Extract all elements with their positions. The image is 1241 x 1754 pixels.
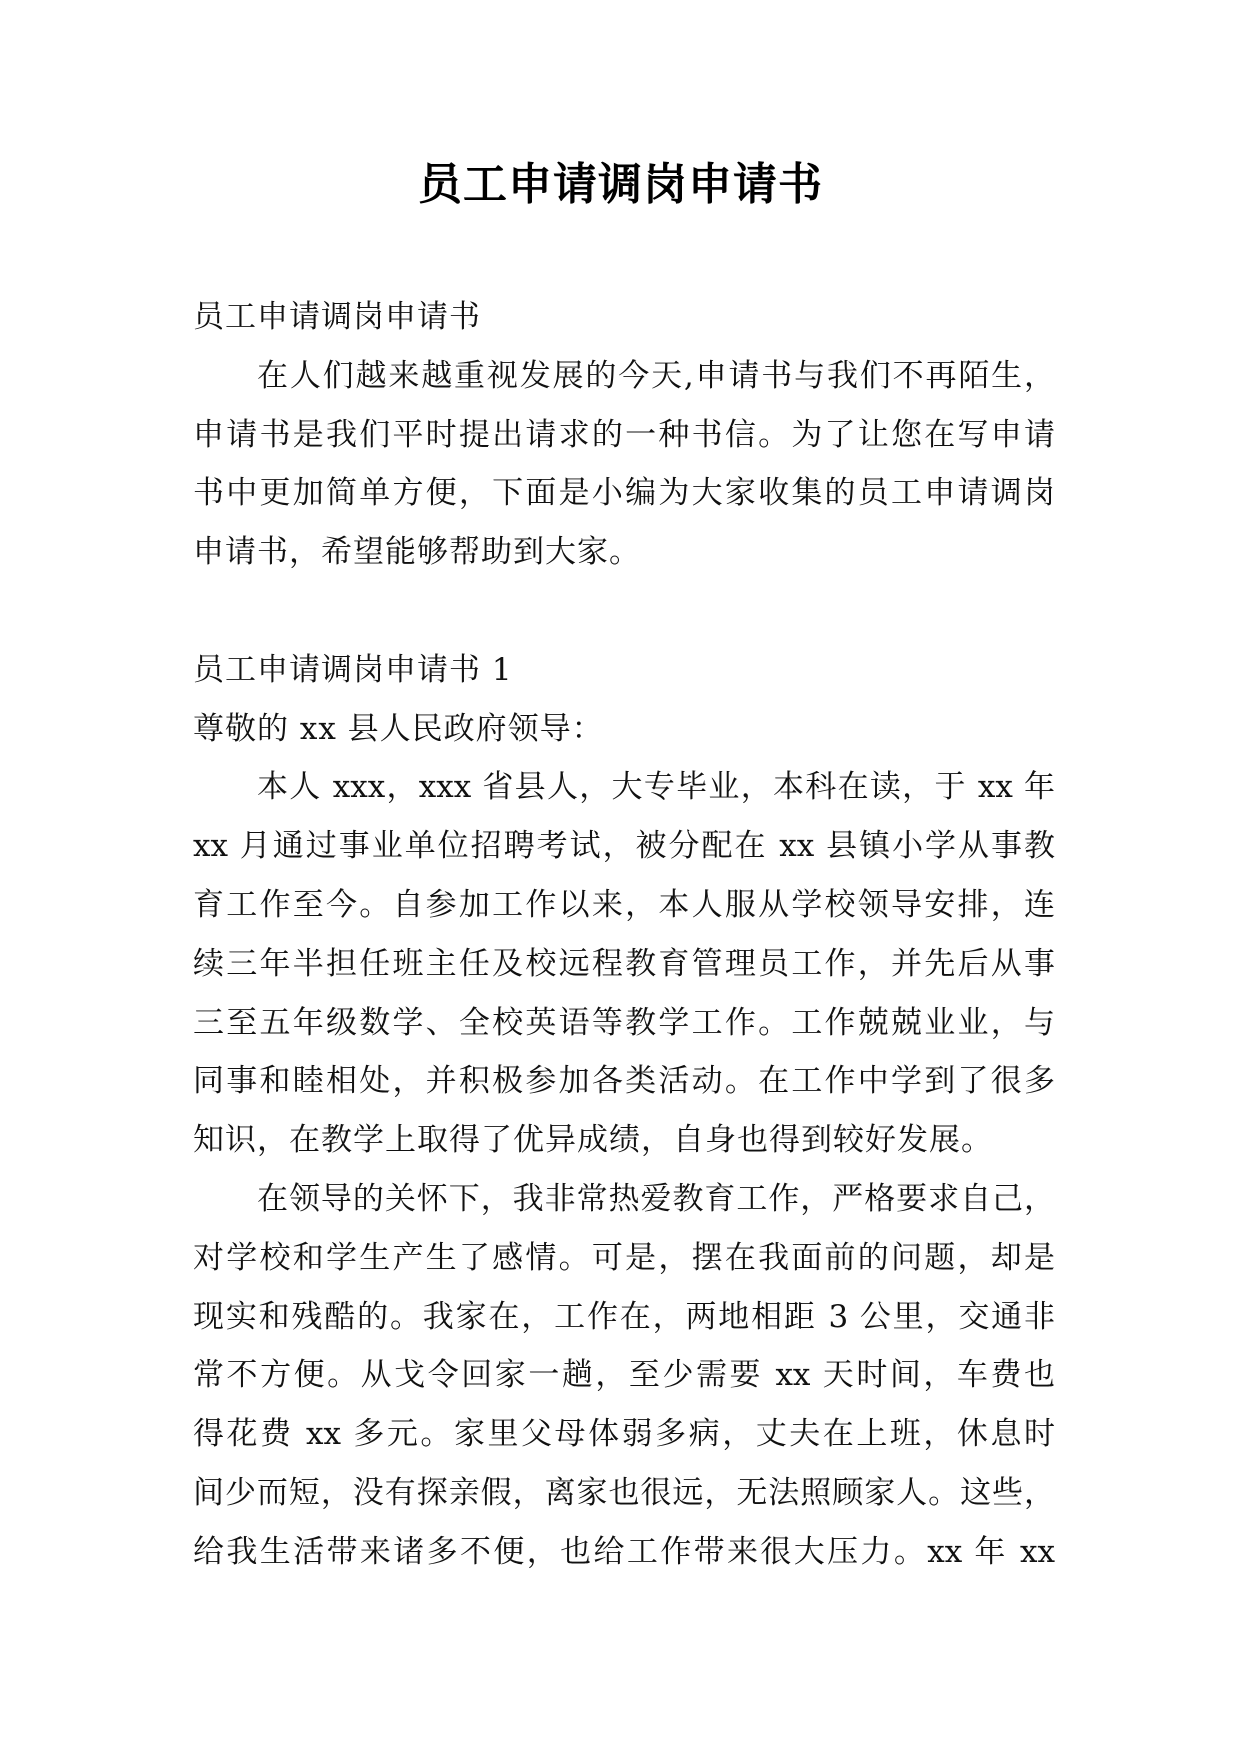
letter-paragraph-line: 常不方便。从戈令回家一趟，至少需要 xx 天时间，车费也 [193, 1357, 1055, 1394]
intro-paragraph-line: 申请书，希望能够帮助到大家。 [193, 534, 641, 571]
intro-heading: 员工申请调岗申请书 [193, 299, 481, 335]
intro-paragraph-line: 在人们越来越重视发展的今天,申请书与我们不再陌生， [257, 357, 1055, 394]
letter-paragraph-line: 育工作至今。自参加工作以来，本人服从学校领导安排，连 [193, 886, 1055, 923]
letter-paragraph-line: 同事和睦相处，并积极参加各类活动。在工作中学到了很多 [193, 1063, 1055, 1100]
letter-paragraph-line: 现实和残酷的。我家在，工作在，两地相距 3 公里，交通非 [193, 1298, 1055, 1335]
letter-paragraph-line: xx 月通过事业单位招聘考试，被分配在 xx 县镇小学从事教 [193, 828, 1055, 865]
letter-paragraph-line: 续三年半担任班主任及校远程教育管理员工作，并先后从事 [193, 945, 1055, 982]
intro-paragraph-line: 申请书是我们平时提出请求的一种书信。为了让您在写申请 [193, 416, 1055, 453]
letter-paragraph-line: 知识，在教学上取得了优异成绩，自身也得到较好发展。 [193, 1122, 993, 1159]
letter-paragraph-line: 三至五年级数学、全校英语等教学工作。工作兢兢业业，与 [193, 1004, 1055, 1041]
letter-paragraph-line: 给我生活带来诸多不便，也给工作带来很大压力。xx 年 xx [193, 1533, 1055, 1570]
letter-salutation: 尊敬的 xx 县人民政府领导： [193, 710, 604, 747]
letter-paragraph-line: 在领导的关怀下，我非常热爱教育工作，严格要求自己， [257, 1180, 1055, 1217]
document-body [193, 288, 1055, 1582]
intro-paragraph-line: 书中更加简单方便，下面是小编为大家收集的员工申请调岗 [193, 475, 1055, 512]
letter-paragraph-line: 本人 xxx，xxx 省县人，大专毕业，本科在读，于 xx 年 [257, 769, 1055, 806]
letter-paragraph-line: 对学校和学生产生了感情。可是，摆在我面前的问题，却是 [193, 1239, 1055, 1276]
letter-heading: 员工申请调岗申请书 1 [193, 651, 513, 688]
letter-paragraph-line: 得花费 xx 多元。家里父母体弱多病，丈夫在上班，休息时 [193, 1416, 1055, 1453]
paragraph-spacer [193, 582, 1055, 641]
letter-paragraph-line: 间少而短，没有探亲假，离家也很远，无法照顾家人。这些， [193, 1474, 1055, 1511]
document-title: 员工申请调岗申请书 [418, 159, 823, 210]
